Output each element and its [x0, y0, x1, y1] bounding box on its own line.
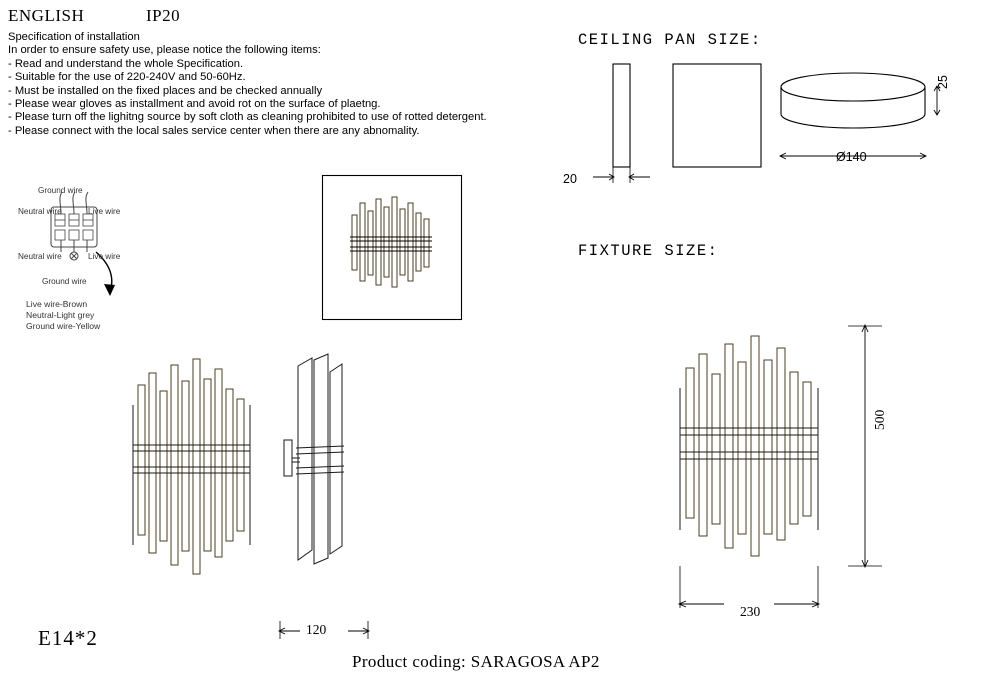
fixture-height-label: 500	[872, 409, 887, 430]
pan-3d-view	[781, 73, 925, 128]
wire-label-ground-top: Ground wire	[38, 186, 83, 195]
language-title: ENGLISH	[8, 6, 85, 25]
wire-label-neutral-bottom: Neutral wire	[18, 252, 62, 261]
spec-item: - Please connect with the local sales service center when there are any abnomality.	[8, 124, 420, 137]
fixture-depth-label: 120	[306, 622, 327, 637]
pan-thickness-dimension	[593, 167, 650, 183]
dim-crystal-rods	[686, 336, 811, 556]
side-frame-bars	[296, 446, 344, 474]
ceiling-pan-drawings	[555, 55, 955, 185]
detail-frame-bars	[350, 237, 432, 251]
pan-thickness-label: 20	[563, 172, 577, 186]
spec-item: - Suitable for the use of 220-240V and 50-60Hz.	[8, 71, 246, 84]
pan-diameter-label: Ø140	[836, 150, 867, 164]
fixture-width-label: 230	[740, 604, 761, 619]
wire-leads-bottom	[61, 240, 87, 260]
terminal-screws	[55, 214, 93, 240]
pan-height-label: 25	[936, 75, 950, 89]
spec-item: - Must be installed on the fixed places and be checked annually	[8, 84, 323, 97]
fixture-depth-dimension	[272, 618, 382, 640]
front-frame-bars	[133, 445, 250, 473]
ip-rating-label: IP20	[146, 6, 181, 25]
ceiling-pan-size-title: CEILING PAN SIZE:	[578, 31, 762, 49]
fixture-size-title: FIXTURE SIZE:	[578, 242, 719, 260]
pan-front-view	[673, 64, 761, 167]
front-side-edges	[133, 405, 250, 545]
lamp-spec-label: E14*2	[38, 626, 98, 650]
pan-side-view	[613, 64, 630, 167]
wire-label-ground-bottom: Ground wire	[42, 277, 87, 286]
pan-height-dimension	[934, 86, 940, 115]
fixture-height-dimension	[848, 325, 882, 567]
product-detail-box	[322, 175, 462, 320]
fixture-side-view	[282, 350, 372, 610]
dim-frame-bars	[680, 428, 818, 459]
specification-block	[8, 31, 548, 138]
detail-crystal-rods	[352, 197, 429, 287]
fixture-front-view	[128, 355, 268, 605]
spec-item: - Read and understand the whole Specification.	[8, 57, 244, 70]
wire-leads-top	[60, 192, 88, 214]
spec-heading: Specification of installation	[8, 31, 140, 43]
wire-legend-live: Live wire-Brown	[26, 299, 88, 309]
callout-arrow-head	[104, 284, 115, 296]
fixture-dimensioned-view	[672, 318, 902, 618]
wire-label-live-top: Live wire	[88, 207, 121, 216]
fixture-width-dimension	[679, 566, 819, 608]
product-coding-label: Product coding: SARAGOSA AP2	[352, 652, 600, 671]
wire-legend-neutral: Neutral-Light grey	[26, 310, 95, 320]
spec-intro: In order to ensure safety use, please notice the following items:	[8, 44, 321, 57]
wire-legend-ground: Ground wire-Yellow	[26, 321, 101, 331]
wire-label-neutral-top: Neutral wire	[18, 207, 62, 216]
wire-label-live-bottom: Live wire	[88, 252, 121, 261]
side-panels	[298, 354, 342, 564]
spec-item: - Please turn off the lighitng source by soft cloth as cleaning prohibited to use of rotted detergent.	[8, 111, 487, 124]
spec-item: - Please wear gloves as installment and avoid rot on the surface of plaetng.	[8, 98, 381, 111]
